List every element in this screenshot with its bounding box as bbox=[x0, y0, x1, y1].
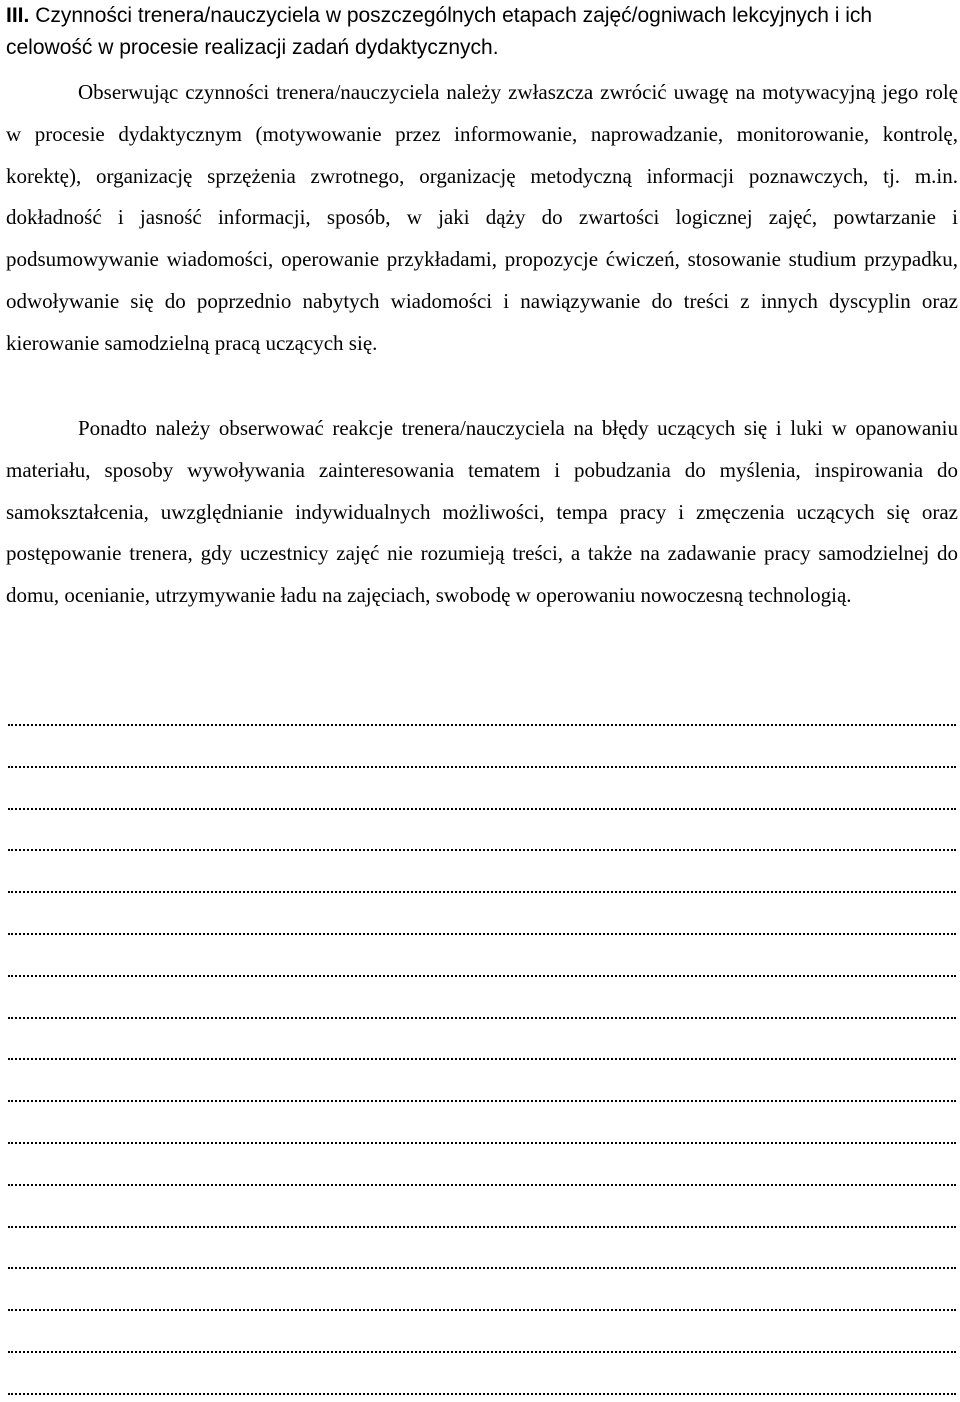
answer-line bbox=[8, 887, 956, 893]
answer-line bbox=[8, 1096, 956, 1102]
answer-line bbox=[8, 1305, 956, 1311]
answer-line bbox=[8, 1013, 956, 1019]
answer-line bbox=[8, 1138, 956, 1144]
section-number: III. bbox=[6, 4, 30, 27]
answer-line bbox=[8, 1263, 956, 1269]
answer-line bbox=[8, 762, 956, 768]
paragraph-motivation: Obserwując czynności trenera/nauczyciela należy zwłaszcza zwrócić uwagę na motywacyjną jego rolę w procesie dydaktycznym (motywowanie przez informowanie, naprowadzanie, monitorowanie, kontrolę, korektę), organizację sprzężenia zwrotnego, organizację metodyczną informacji poznawczych, tj. m.in. dokładność i jasność informacji, sposób, w jaki dąży do zwartości logicznej zajęć, powtarzanie i podsumowywanie wiadomości, operowanie przykładami, propozycje ćwiczeń, stosowanie studium przypadku, odwoływanie się do poprzednio nabytych wiadomości i nawiązywanie do treści z innych dyscyplin oraz kierowanie samodzielną pracą uczących się. bbox=[6, 80, 958, 355]
answer-line bbox=[8, 1180, 956, 1186]
answer-line bbox=[8, 845, 956, 851]
answer-line bbox=[8, 720, 956, 726]
paragraph-reactions: Ponadto należy obserwować reakcje trenera/nauczyciela na błędy uczących się i luki w opanowaniu materiału, sposoby wywoływania zainteresowania tematem i pobudzania do myślenia, inspirowania do samokształcenia, uwzględnianie indywidualnych możliwości, tempa pracy i zmęczenia uczących się oraz postępowanie trenera, gdy uczestnicy zajęć nie rozumieją treści, a także na zadawanie pracy samodzielnej do domu, ocenianie, utrzymywanie ładu na zajęciach, swobodę w operowaniu nowoczesną technologią. bbox=[6, 416, 958, 608]
answer-line bbox=[8, 1347, 956, 1353]
answer-line bbox=[8, 804, 956, 810]
answer-line bbox=[8, 1222, 956, 1228]
answer-line bbox=[8, 1389, 956, 1395]
answer-line bbox=[8, 971, 956, 977]
section-title: Czynności trenera/nauczyciela w poszczególnych etapach zajęć/ogniwach lekcyjnych i ich celowość w procesie realizacji zadań dydaktycznych. bbox=[6, 4, 873, 59]
section-heading bbox=[6, 0, 956, 64]
answer-line bbox=[8, 929, 956, 935]
answer-line bbox=[8, 1054, 956, 1060]
